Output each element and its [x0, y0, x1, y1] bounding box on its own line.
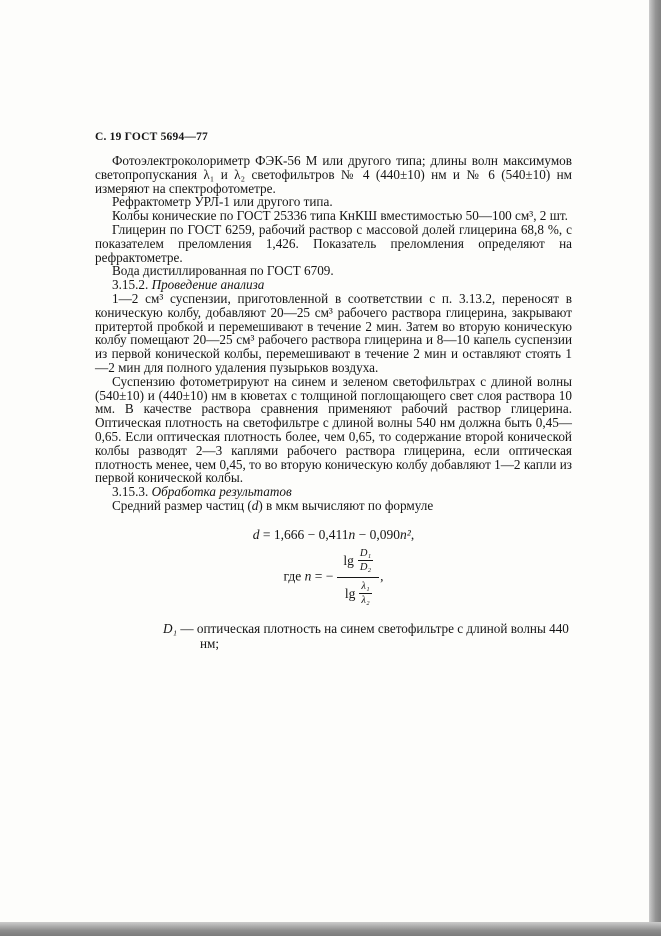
- fraction-wavelengths: [359, 581, 371, 607]
- section-heading-3-15-2: [95, 278, 572, 292]
- formula-intro-text-end: ) в мкм вычисляют по формуле: [258, 497, 434, 513]
- formula-constants-2: − 0,090: [355, 526, 401, 542]
- section-title: Проведение анализа: [151, 277, 265, 293]
- page-content: [95, 131, 572, 652]
- formula-n-definition: [95, 547, 572, 608]
- paragraph-glycerin: Глицерин по ГОСТ 6259, рабочий раствор с массовой долей глицерина 68,8 %, с показателем преломления 1,426. Показатель преломления определяют на рефрактометре.: [95, 221, 572, 265]
- section-heading-3-15-3: [95, 485, 572, 499]
- symbol-definition-d1: [95, 621, 572, 652]
- variable-d: d: [252, 526, 260, 542]
- variable-d1: D₁: [358, 548, 373, 562]
- formula-particle-size: [95, 527, 572, 543]
- section-number: 3.15.2.: [112, 277, 149, 293]
- formula-comma: ,: [410, 526, 415, 542]
- scan-edge-right: [649, 0, 661, 936]
- definition-term: D₁: [163, 620, 178, 636]
- fraction-numerator: [337, 547, 379, 578]
- variable-d2: D₂: [359, 562, 372, 574]
- formula-where-label: где: [283, 568, 302, 584]
- formula-comma: ,: [380, 568, 384, 584]
- paragraph-flasks: Колбы конические по ГОСТ 25336 типа КнКШ вместимостью 50—100 см³, 2 шт.: [112, 208, 568, 224]
- variable-n: n: [304, 568, 312, 584]
- paragraph-refractometer: Рефрактометр УРЛ-1 или другого типа.: [112, 194, 333, 210]
- definition-dash: —: [177, 620, 197, 636]
- page-header: [95, 131, 572, 143]
- fraction-optical-density: [358, 548, 373, 574]
- formula-intro-text: Средний размер частиц (: [112, 497, 252, 513]
- variable-d: d: [251, 497, 259, 513]
- page-header-text: С. 19 ГОСТ 5694—77: [95, 131, 208, 143]
- fraction-denominator: [339, 578, 378, 608]
- variable-lambda2: λ₂: [361, 595, 370, 607]
- paragraph-procedure-1: 1—2 см³ суспензии, приготовленной в соответствии с п. 3.13.2, переносят в коническую колбу, добавляют 20—25 см³ рабочего раствора глицерина, закрывают притертой пробкой и перемешивают в течение 2 мин. Затем во вторую коническую колбу помещают 20—25 см³ рабочего раствора глицерина и 8—10 капель суспензии из первой конической колбы, перемешивают в течение 2 мин и оставляют стоять 1—2 мин для полного удаления пузырьков воздуха.: [95, 290, 572, 375]
- variable-n: n: [348, 526, 356, 542]
- paragraph-procedure-2: Суспензию фотометрируют на синем и зеленом светофильтрах с длиной волны (540±10) и (440±10) нм в кюветах с толщиной поглощающего свет слоя раствора 10 мм. В качестве раствора сравнения применяют рабочий раствор глицерина. Оптическая плотность на светофильтре с длиной волны 540 нм должна быть 0,45—0,65. Если оптическая плотность более, чем 0,65, то содержание второй конической колбы разводят 2—3 каплями рабочего раствора глицерина, если оптическая плотность менее, чем 0,45, то во вторую коническую колбу добавляют 1—2 капли из первой конической колбы.: [95, 373, 572, 486]
- lg-operator: lg: [344, 585, 356, 601]
- paragraph-water: Вода дистиллированная по ГОСТ 6709.: [112, 263, 334, 279]
- paragraph-formula-intro: [95, 499, 572, 513]
- section-title: Обработка результатов: [151, 484, 292, 500]
- formula-equals-minus: = −: [314, 568, 334, 584]
- variable-lambda1: λ₁: [359, 581, 371, 595]
- section-number: 3.15.3.: [112, 484, 149, 500]
- scan-edge-bottom: [0, 922, 661, 936]
- fraction-main: [337, 547, 379, 608]
- definition-text: оптическая плотность на синем светофильтре с длиной волны 440 нм;: [196, 620, 569, 652]
- paragraph-photocolorimeter: Фотоэлектроколориметр ФЭК-56 М или другого типа; длины волн максимумов светопропускания λ₁ и λ₂ светофильтров № 4 (440±10) нм и № 6 (540±10) нм измеряют на спектрофотометре.: [95, 153, 572, 196]
- lg-operator: lg: [343, 552, 354, 568]
- variable-n-squared: n²: [400, 526, 411, 542]
- formula-constants-1: = 1,666 − 0,411: [259, 526, 349, 542]
